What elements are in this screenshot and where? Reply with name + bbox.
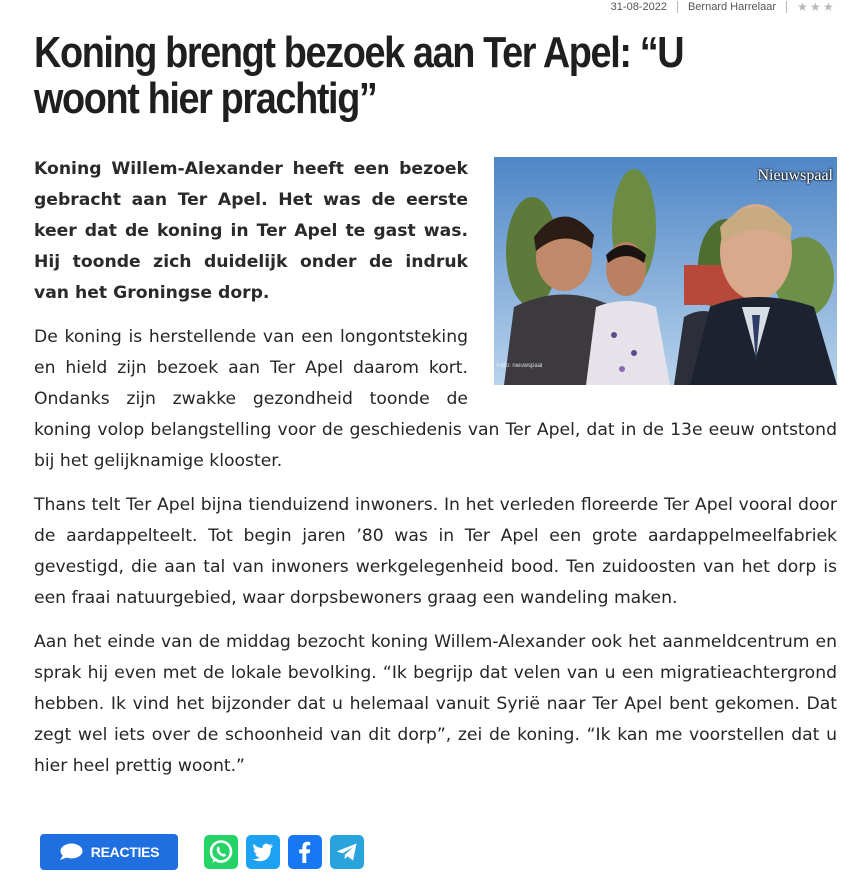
article-meta xyxy=(611,0,835,14)
article-paragraph: Thans telt Ter Apel bijna tienduizend inwoners. In het verleden floreerde Ter Apel vooral door de aardappelteelt. Tot begin jaren ’80 was in Ter Apel een grote aardappelmeelfabriek gevestigd, die aan tal van inwoners werkgelegenheid bood. Ten zuidoosten van het dorp is een fraai natuurgebied, waar dorpsbewoners graag een wandeling maken. xyxy=(34,495,837,608)
facebook-icon xyxy=(292,839,318,865)
whatsapp-share-button[interactable] xyxy=(204,835,238,869)
article-title: Koning brengt bezoek aan Ter Apel: “U woont hier prachtig” xyxy=(34,28,684,123)
star-icon[interactable]: ★ xyxy=(823,0,834,14)
article-lead: Koning Willem-Alexander heeft een bezoek gebracht aan Ter Apel. Het was de eerste keer dat de koning in Ter Apel te gast was. Hij toonde zich duidelijk onder de indruk van het Groningse dorp. xyxy=(34,159,468,303)
article-paragraph: De koning is herstellende van een longontsteking en hield zijn bezoek aan Ter Apel daarom kort. Ondanks zijn zwakke gezondheid toonde de koning volop belangstelling voor de geschiedenis van Ter Apel, dat in de 13e eeuw ontstond bij het gelijknamige klooster. xyxy=(34,327,837,471)
reacties-label: REACTIES xyxy=(90,844,160,860)
publish-date: 31-08-2022 xyxy=(610,1,667,13)
twitter-icon xyxy=(250,839,276,865)
chat-bubble-icon xyxy=(59,843,83,861)
article-paragraph: Aan het einde van de middag bezocht koning Willem-Alexander ook het aanmeldcentrum en sprak hij even met de lokale bevolking. “Ik begrijp dat velen van u een migratieachtergrond hebben. Ik vind het bijzonder dat u helemaal vanuit Syrië naar Ter Apel bent gekomen. Dat zegt wel iets over de schoonheid van dit dorp”, zei de koning. “Ik kan me voorstellen dat u hier heel prettig woont.” xyxy=(34,632,837,776)
photo-illustration xyxy=(494,157,837,385)
star-icon[interactable]: ★ xyxy=(797,0,808,14)
facebook-share-button[interactable] xyxy=(288,835,322,869)
twitter-share-button[interactable] xyxy=(246,835,280,869)
reacties-button[interactable] xyxy=(40,834,178,870)
photo-watermark: Nieuwspaal xyxy=(757,167,833,184)
article-photo[interactable] xyxy=(494,157,837,385)
telegram-share-button[interactable] xyxy=(330,835,364,869)
star-icon[interactable]: ★ xyxy=(810,0,821,14)
photo-credit: Foto: nieuwspaal xyxy=(497,363,543,369)
rating-stars[interactable] xyxy=(797,1,835,13)
meta-divider xyxy=(677,1,678,13)
share-bar xyxy=(40,834,364,870)
social-share-buttons xyxy=(204,835,364,869)
author-name[interactable]: Bernard Harrelaar xyxy=(687,1,776,13)
meta-divider xyxy=(786,1,787,13)
whatsapp-icon xyxy=(208,839,234,865)
article-body xyxy=(34,154,837,795)
telegram-icon xyxy=(334,839,360,865)
